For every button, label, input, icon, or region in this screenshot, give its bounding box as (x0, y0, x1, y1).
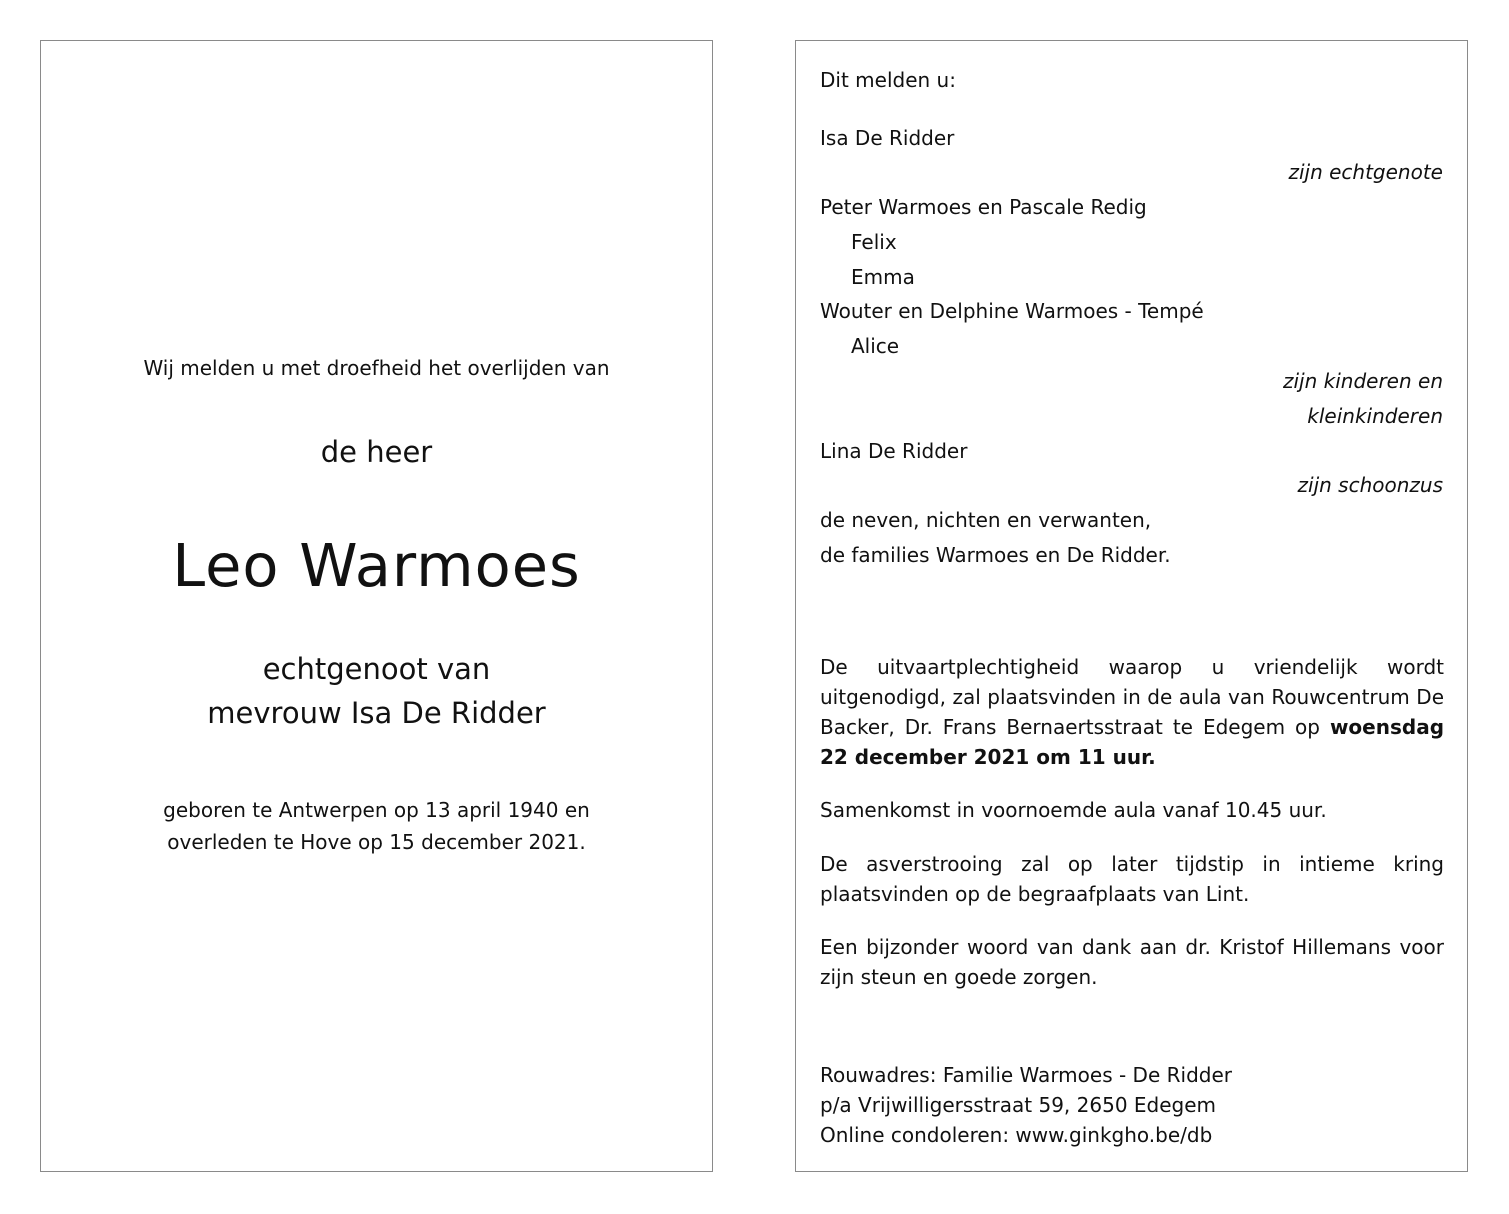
spouse-line-2: mevrouw Isa De Ridder (207, 696, 546, 730)
family-relation: zijn schoonzus (1297, 473, 1443, 497)
thanks-paragraph: Een bijzonder woord van dank aan dr. Kristof Hillemans voor zijn steun en goede zorgen. (820, 935, 1444, 989)
announcement-intro: Wij melden u met droefheid het overlijden van (143, 356, 610, 380)
ashes-paragraph: De asverstrooing zal op later tijdstip in intieme kring plaatsvinden op de begraafplaats van Lint. (820, 852, 1444, 906)
gathering-paragraph: Samenkomst in voornoemde aula vanaf 10.45 uur. (820, 798, 1327, 822)
family-name: de families Warmoes en De Ridder. (820, 543, 1171, 567)
family-name: Felix (851, 230, 897, 254)
deceased-name: Leo Warmoes (172, 531, 581, 600)
family-name: Isa De Ridder (820, 126, 955, 150)
dates-line-1: geboren te Antwerpen op 13 april 1940 en (163, 798, 590, 822)
ceremony-datetime: woensdag 22 december 2021 om 11 uur. (820, 715, 1445, 769)
ceremony-paragraph (820, 652, 1444, 772)
ceremony-text: De uitvaartplechtigheid waarop u vriendelijk wordt uitgenodigd, zal plaatsvinden in de aula van Rouwcentrum De Backer, Dr. Frans Bernaertsstraat te Edegem op (820, 655, 1444, 739)
family-name: Alice (851, 334, 900, 358)
family-relation: zijn kinderen en (1283, 369, 1443, 393)
family-relation: zijn echtgenote (1288, 160, 1443, 184)
address-line: p/a Vrijwilligersstraat 59, 2650 Edegem (820, 1093, 1217, 1117)
family-heading: Dit melden u: (820, 68, 956, 92)
family-relation: kleinkinderen (1307, 404, 1443, 428)
family-name: Emma (851, 265, 915, 289)
family-name: Wouter en Delphine Warmoes - Tempé (820, 299, 1204, 323)
address-line: Rouwadres: Familie Warmoes - De Ridder (820, 1063, 1232, 1087)
back-card (795, 40, 1468, 1172)
spouse-line-1: echtgenoot van (262, 652, 491, 686)
family-name: de neven, nichten en verwanten, (820, 508, 1152, 532)
dates-line-2: overleden te Hove op 15 december 2021. (167, 830, 586, 854)
front-card (40, 40, 713, 1172)
family-name: Peter Warmoes en Pascale Redig (820, 195, 1147, 219)
honorific: de heer (320, 435, 433, 469)
condolence-link[interactable]: Online condoleren: www.ginkgho.be/db (820, 1123, 1213, 1147)
family-name: Lina De Ridder (820, 439, 968, 463)
